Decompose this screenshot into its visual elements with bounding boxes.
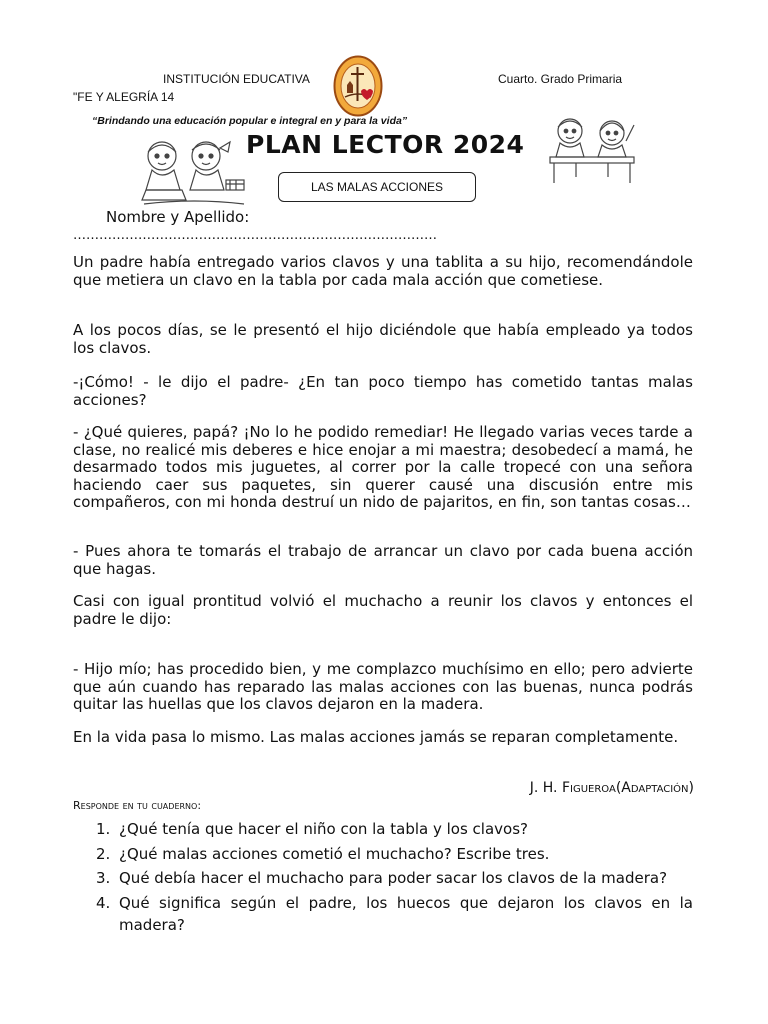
school-crest-icon: [333, 55, 383, 117]
name-label: Nombre y Apellido:: [106, 208, 250, 226]
children-at-desk-illustration: [546, 113, 638, 185]
institution-label: INSTITUCIÓN EDUCATIVA: [163, 72, 310, 86]
motto: “Brindando una educación popular e integral en y para la vida”: [92, 115, 408, 127]
question-list: [96, 818, 693, 938]
story-paragraph: Un padre había entregado varios clavos y una tablita a su hijo, recomendándole que metiera un clavo en la tabla por cada mala acción que cometiese.: [73, 253, 693, 289]
question-item: [96, 818, 693, 840]
story-paragraph: En la vida pasa lo mismo. Las malas acciones jamás se reparan completamente.: [73, 728, 679, 746]
question-text: Qué significa según el padre, los huecos que dejaron los clavos en la madera?: [119, 893, 693, 934]
story-paragraph: - ¿Qué quieres, papá? ¡No lo he podido remediar! He llegado varias veces tarde a clase, no realicé mis deberes e hice enojar a mi maestra; desobedecí a mamá, he desarmado todos mis juguetes, al correr por la calle tropecé con una señora haciendo caer sus paquetes, sin querer causé una discusión entre mis compañeros, con mi honda destruí un nido de pajaritos, en fin, son tantas cosas…: [73, 423, 693, 511]
question-number: 4.: [96, 893, 111, 912]
question-text: Qué debía hacer el muchacho para poder sacar los clavos de la madera?: [119, 869, 668, 887]
question-number: 1.: [96, 820, 111, 838]
story-title-box: [278, 172, 476, 202]
story-paragraph: - Pues ahora te tomarás el trabajo de arrancar un clavo por cada buena acción que hagas.: [73, 542, 693, 578]
name-dotted-line: …………………………………………………………………………: [73, 228, 437, 243]
instructions-label: Responde en tu cuaderno:: [73, 799, 202, 812]
story-paragraph: Casi con igual prontitud volvió el muchacho a reunir los clavos y entonces el padre le dijo:: [73, 592, 693, 628]
school-name: "FE Y ALEGRÍA 14: [73, 90, 175, 104]
page-title: PLAN LECTOR 2024: [246, 130, 525, 159]
question-text: ¿Qué malas acciones cometió el muchacho? Escribe tres.: [119, 844, 550, 863]
question-text: ¿Qué tenía que hacer el niño con la tabla y los clavos?: [119, 820, 528, 838]
question-number: 3.: [96, 869, 111, 887]
question-item: [96, 892, 693, 936]
children-reading-illustration: [140, 134, 246, 210]
story-paragraph: -¡Cómo! - le dijo el padre- ¿En tan poco tiempo has cometido tantas malas acciones?: [73, 373, 693, 409]
question-number: 2.: [96, 844, 111, 863]
question-item: [96, 843, 693, 865]
author-credit: J. H. Figueroa(Adaptación): [529, 780, 694, 796]
question-item: [96, 867, 693, 889]
story-title: LAS MALAS ACCIONES: [310, 180, 444, 194]
story-paragraph: - Hijo mío; has procedido bien, y me complazco muchísimo en ello; pero advierte que aún cuando has reparado las malas acciones con las buenas, nunca podrás quitar las huellas que los clavos dejaron en la madera.: [73, 660, 693, 713]
grade-label: Cuarto. Grado Primaria: [498, 72, 623, 86]
story-paragraph: A los pocos días, se le presentó el hijo diciéndole que había empleado ya todos los clavos.: [73, 321, 693, 357]
